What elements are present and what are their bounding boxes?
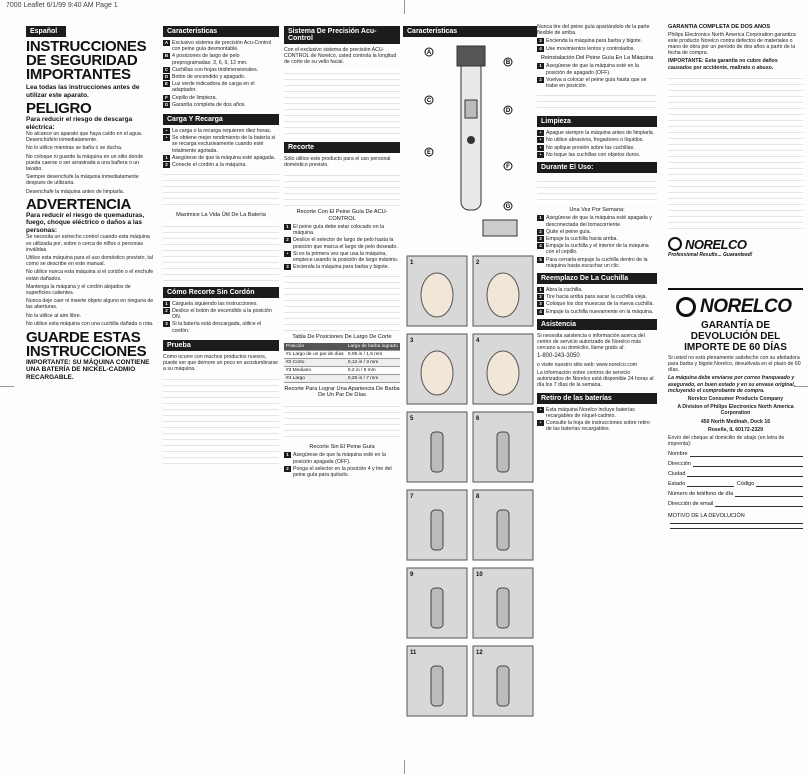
norelco-logo-icon bbox=[668, 237, 682, 251]
section-header: Retiro de las baterías bbox=[537, 393, 657, 404]
table-title: Tabla De Posiciones De Largo De Corte bbox=[292, 334, 392, 341]
subsection-title: Recorte Para Lograr Una Apariencia De Barba De Un Par De Días bbox=[284, 385, 400, 399]
list-item: • No aplique presión sobre las cuchillas. bbox=[537, 145, 657, 151]
body-text: Si necesita asistencia o información acerca del centro de servicio autorizado de Norelco más cercano a su domicilio, llame gratis al: bbox=[537, 332, 645, 352]
figure-number: 5 bbox=[410, 416, 414, 422]
column-safety bbox=[26, 24, 156, 764]
column-usage bbox=[537, 24, 657, 764]
body-text: Si usted no está plenamente satisfecho con su afeitadora para barba y bigote Norelco, devuélvala en el plazo de 60 días. bbox=[668, 354, 801, 374]
list-item: G Garantía completa de dos años. bbox=[164, 101, 246, 108]
column-illustrations bbox=[403, 24, 537, 764]
body-text: La máquina debe enviarse por correo franqueado y asegurado, en buen estado y en su envase original, incluyendo el comprobante de compra. bbox=[668, 375, 796, 394]
subsection-title: Recorte Sin El Peine Guía bbox=[309, 443, 375, 450]
body-text: Sólo utilice este producto para el uso personal doméstico previsto. bbox=[284, 155, 391, 168]
guarde-title: GUARDE ESTAS INSTRUCCIONES bbox=[26, 328, 147, 360]
section-header: Recorte bbox=[284, 142, 400, 153]
list-item: 2 Quite el peine guía. bbox=[537, 229, 657, 235]
figure-number: 8 bbox=[476, 494, 480, 500]
form-field-nombre[interactable]: Nombre bbox=[668, 451, 803, 457]
address-line: A Division of Philips Electronics North America Corporation bbox=[677, 404, 794, 417]
list-item: 3 Encienda la máquina para barba y bigote. bbox=[537, 38, 657, 44]
callout-label: C bbox=[426, 98, 432, 104]
figure-grid bbox=[407, 256, 533, 716]
guarantee-section bbox=[668, 288, 803, 530]
list-item: A Exclusivo sistema de precisión Acu-Control con peine guía desmontable. bbox=[164, 40, 272, 53]
body-text-block bbox=[668, 73, 803, 233]
section-header: Limpieza bbox=[537, 116, 657, 127]
list-item: 5 Para cerrarla empuje la cuchilla dentro de la máquina hasta escuchar un clic. bbox=[537, 257, 657, 269]
list-item: C Cuchillas con hojas triidimensionales. bbox=[164, 66, 259, 73]
table-row: #2 Corto 0,12 in / 3 mm bbox=[284, 358, 400, 366]
brand-logo: NORELCO bbox=[700, 295, 792, 317]
column-features bbox=[163, 24, 279, 764]
section-header: Características bbox=[403, 26, 537, 37]
list-item: No alcance un aparato que haya caído en el agua. Desenchúfelo inmediatamente. bbox=[26, 131, 143, 144]
subsection-title: Reinstalación Del Peine Guía En La Máquina bbox=[540, 54, 654, 61]
norelco-brand-large bbox=[676, 296, 803, 318]
list-item: No lo utilice mientras se baña o se ducha. bbox=[26, 145, 123, 152]
list-item: 1 Abra la cuchilla. bbox=[537, 287, 657, 293]
list-item: • Consulte la hoja de instrucciones sobre retiro de las baterías recargables. bbox=[537, 420, 657, 432]
body-text-block bbox=[284, 68, 400, 138]
address-line: Norelco Consumer Products Company bbox=[687, 395, 784, 402]
list-item: • No toque las cuchillas con objetos duros. bbox=[537, 152, 657, 158]
body-text-block bbox=[163, 221, 279, 281]
figure-number: 1 bbox=[410, 260, 414, 266]
figure-number: 11 bbox=[410, 650, 417, 656]
subsection-title: Una Vez Por Semana: bbox=[569, 206, 625, 213]
callout-label: B bbox=[505, 60, 511, 66]
list-item: • Esta máquina Norelco incluye baterías recargables de níquel-cadmio. bbox=[537, 407, 657, 419]
list-item: B 4 posiciones de largo de pelo preprogramadas: 3, 6, 9, 12 mm. bbox=[164, 53, 248, 66]
safety-title: INSTRUCCIONES DE SEGURIDAD IMPORTANTES bbox=[26, 38, 147, 83]
form-field-ciudad[interactable]: Ciudad bbox=[668, 471, 803, 477]
column-header: Largo de barba logrado bbox=[346, 343, 400, 351]
list-item: Mantenga la máquina y el cordón alejados de superficies calientes. bbox=[26, 283, 131, 296]
list-item: 1 Cárguela siguiendo las instrucciones. bbox=[163, 301, 279, 307]
section-header: Prueba bbox=[163, 340, 279, 351]
list-item: F Cepillo de limpieza. bbox=[163, 95, 279, 101]
form-field-direccion[interactable]: Dirección bbox=[668, 461, 803, 467]
table-header-row bbox=[284, 343, 400, 351]
column-warranty bbox=[668, 24, 803, 764]
list-item: Siempre desenchufe la máquina inmediatamente después de utilizarla. bbox=[26, 174, 139, 187]
list-item: 1 El peine guía debe estar colocado en la máquina. bbox=[284, 224, 400, 236]
subsection-title: Maximice La Vida Útil De La Batería bbox=[176, 212, 266, 219]
body-text-block bbox=[537, 176, 657, 204]
list-item: 2 Deslice el selector de largo de pelo hasta la posición que marca el largo de pelo deseado. bbox=[284, 237, 400, 249]
safety-intro: Lea todas las instrucciones antes de utilizar este aparato. bbox=[26, 84, 140, 99]
list-item: No utilice esta máquina con una cuchilla dañada o rota. bbox=[26, 320, 154, 327]
address-line: 450 North Medinah, Dock 16 bbox=[700, 418, 771, 425]
figure-number: 12 bbox=[476, 650, 483, 656]
section-header: Sistema De Precisión Acu-Control bbox=[284, 26, 400, 44]
form-field-motivo[interactable] bbox=[668, 528, 803, 529]
list-item: 3 Encienda la máquina para barba y bigote. bbox=[284, 264, 400, 270]
form-field-telefono[interactable]: Número de teléfono de día bbox=[668, 491, 803, 497]
callout-label: G bbox=[505, 204, 511, 210]
warranty-header: GARANTÍA COMPLETA DE DOS AÑOS bbox=[668, 24, 771, 30]
figure-number: 9 bbox=[410, 572, 414, 578]
list-item: 2 Tire hacia arriba para sacar la cuchilla vieja. bbox=[537, 294, 657, 300]
crop-mark bbox=[0, 386, 14, 387]
return-reason-label: MOTIVO DE LA DEVOLUCIÓN bbox=[668, 513, 745, 520]
advertencia-title: ADVERTENCIA bbox=[26, 195, 132, 213]
callout-label: F bbox=[506, 164, 510, 170]
figure-number: 7 bbox=[410, 494, 414, 500]
section-header: Carga Y Recarga bbox=[163, 114, 279, 125]
list-item: • Se obtiene mejor rendimiento de la batería si se recarga exclusivamente cuando esté totalmente agotada. bbox=[163, 135, 279, 154]
peligro-list bbox=[26, 131, 156, 195]
trimmer-illustration bbox=[457, 46, 485, 210]
body-text: Con el exclusivo sistema de precisión ACU-CONTROL de Norelco, usted controla la longitud de corte de su vello facial. bbox=[284, 47, 397, 66]
list-item: Nunca deje caer ni inserte objeto alguno en ninguna de las aberturas. bbox=[26, 298, 154, 311]
list-item: 1 Asegúrese de que la máquina esté en la posición de apagado (OFF). bbox=[537, 63, 657, 75]
crop-mark bbox=[404, 0, 405, 14]
list-item: • No utilice abrasivos, fregadores o líquidos. bbox=[537, 137, 657, 143]
column-acu-control bbox=[284, 24, 400, 764]
body-text-block bbox=[284, 170, 400, 206]
norelco-brand-small bbox=[668, 237, 803, 252]
body-text: La información sobre centros de servicio autorizados de Norelco está disponible 24 horas al día los 7 días de la semana. bbox=[537, 369, 654, 389]
list-item: No la utilice al aire libre. bbox=[26, 312, 82, 319]
figure-number: 3 bbox=[410, 338, 414, 344]
body-text-block bbox=[284, 271, 400, 331]
length-table bbox=[284, 343, 400, 383]
callout-label: D bbox=[505, 108, 511, 114]
list-item: • Si es la primera vez que usa la máquina, empiece usando la posición de largo máximo. bbox=[284, 251, 400, 263]
list-item: Desenchufe la máquina antes de limpiarla. bbox=[26, 188, 125, 195]
language-tab: Español bbox=[26, 26, 66, 37]
illustrations-panel bbox=[403, 40, 537, 760]
figure-number: 4 bbox=[476, 338, 480, 344]
list-item: Utilice esta máquina para el uso doméstico previsto, tal como se describe en este manual. bbox=[26, 254, 153, 268]
norelco-logo-icon bbox=[676, 297, 696, 317]
table-row: #1 Largo de un par de días 0,06 in / 1,5 mm bbox=[284, 350, 400, 358]
brand-logo: NORELCO bbox=[685, 236, 747, 252]
list-item: 2 Conecte el cordón a la máquina. bbox=[163, 162, 279, 168]
subsection-title: Recorte Con El Peine Guía De ACU-CONTROL bbox=[296, 209, 388, 222]
adapter-illustration bbox=[483, 220, 517, 236]
phone-number: 1-800-243-3050 bbox=[537, 353, 580, 360]
list-item: 4 Empuje la cuchilla y el interior de la máquina con el cepillo. bbox=[537, 243, 657, 255]
list-item: 4 Empuje la cuchilla nuevamente en la máquina. bbox=[537, 309, 657, 315]
list-item: 1 Asegúrese de que la máquina esté apagada y desconectada del tomacorriente. bbox=[537, 215, 657, 227]
list-item: • Apague siempre la máquina antes de limpiarla. bbox=[537, 130, 657, 136]
form-field-email[interactable]: Dirección de email bbox=[668, 501, 803, 507]
list-item: 2 Vuelva a colocar el peine guía hasta que se trabe en posición. bbox=[537, 77, 657, 89]
list-item: Se necesita un estrecho control cuando esta máquina es utilizada por, sobre o cerca de niños o personas inválidas. bbox=[26, 234, 150, 253]
list-item: 4 Use movimientos lentos y controlados. bbox=[537, 46, 657, 52]
peligro-subtitle: Para reducir el riesgo de descarga eléctrica: bbox=[26, 116, 133, 131]
table-row: #4 Largo 0,28 in / 7 mm bbox=[284, 374, 400, 382]
peligro-title: PELIGRO bbox=[26, 100, 92, 117]
list-item: 3 Empuje la cuchilla hacia arriba. bbox=[537, 236, 657, 242]
figure-number: 2 bbox=[476, 260, 480, 266]
list-item: No utilice nunca esta máquina si el cordón o el enchufe están dañados. bbox=[26, 269, 154, 282]
figure-number: 6 bbox=[476, 416, 480, 422]
list-item: 3 Coloque los dos muescas de la nueva cuchilla. bbox=[537, 301, 657, 307]
form-field-estado[interactable]: Estado Código bbox=[668, 481, 803, 487]
list-item: 2 Ponga el selector en la posición 4 y tire del peine guía para quitarlo. bbox=[284, 466, 400, 478]
section-header: Características bbox=[163, 26, 279, 37]
advertencia-list bbox=[26, 234, 156, 327]
body-text: IMPORTANTE: Esta garantía no cubre daños causados por accidente, maltrato o abuso. bbox=[668, 58, 778, 71]
list-item: 1 Asegúrese de que la máquina esté apagada. bbox=[163, 155, 279, 161]
body-text-block bbox=[163, 169, 279, 209]
section-header: Durante El Uso: bbox=[537, 162, 657, 173]
address-line: Roselle, IL 60172-2329 bbox=[708, 426, 763, 433]
website-link[interactable]: o visite nuestro sitio web: www.norelco.com bbox=[537, 361, 638, 368]
print-slug: 7000 Leaflet 6/1/99 9:40 AM Page 1 bbox=[6, 2, 118, 9]
tagline: Professional Results... Guaranteed! bbox=[668, 251, 753, 258]
section-header: Asistencia bbox=[537, 319, 657, 330]
body-text-block bbox=[163, 374, 279, 464]
list-item: • La carga o la recarga requieren diez horas. bbox=[163, 128, 279, 134]
body-text-block bbox=[284, 401, 400, 441]
body-text: Como ocurre con muchos productos nuevos, puede ser que demore un poco en acostumbrarse a su máquina. bbox=[163, 353, 279, 373]
body-text-block bbox=[537, 90, 657, 112]
list-item: 2 Deslice el botón de encendido a la posición ON. bbox=[163, 308, 279, 320]
list-item: D Botón de encendido y apagado. bbox=[164, 74, 246, 81]
section-header: Cómo Recorte Sin Cordón bbox=[163, 287, 279, 298]
list-item: 1 Asegúrese de que la máquina esté en la posición apagada (OFF). bbox=[284, 452, 400, 464]
callout-label: A bbox=[426, 50, 432, 56]
guarde-subtitle: IMPORTANTE: SU MÁQUINA CONTIENE UNA BATERÍA DE NICKEL-CADMIO RECARGABLE. bbox=[26, 358, 150, 381]
form-intro: Envío del cheque al domicilio de abajo (en letra de imprenta): bbox=[668, 434, 785, 448]
figure-number: 10 bbox=[476, 572, 483, 578]
column-header: Posición bbox=[284, 343, 346, 351]
list-item: E Luz verde indicadora de carga en el adaptador. bbox=[164, 81, 255, 94]
list-item: No coloque ni guarde la máquina en un sitio donde pueda caerse o ser arrastrada a una bañera o un lavabo. bbox=[26, 153, 144, 173]
callout-label: E bbox=[426, 150, 432, 156]
advertencia-subtitle: Para reducir el riesgo de quemaduras, fuego, choque eléctrico o daños a las personas: bbox=[26, 211, 145, 234]
list-item: 3 Si la batería está descargada, utilice el cordón. bbox=[163, 321, 279, 333]
refund-title: GARANTÍA DE DEVOLUCIÓN DEL IMPORTE DE 60 DÍAS bbox=[684, 319, 787, 353]
section-header: Reemplazo De La Cuchilla bbox=[537, 273, 657, 284]
body-text: Nunca tire del peine guía apartándolo de la parte flexible de arriba. bbox=[537, 24, 650, 37]
table-row: #3 Mediano 0,2 in / 5 mm bbox=[284, 366, 400, 374]
form-field-motivo[interactable] bbox=[668, 523, 803, 524]
body-text: Philips Electronics North America Corporation garantiza este producto Norelco contra defectos de materiales o mano de obra por un período de dos años a partir de la fecha de compra. bbox=[668, 31, 796, 57]
